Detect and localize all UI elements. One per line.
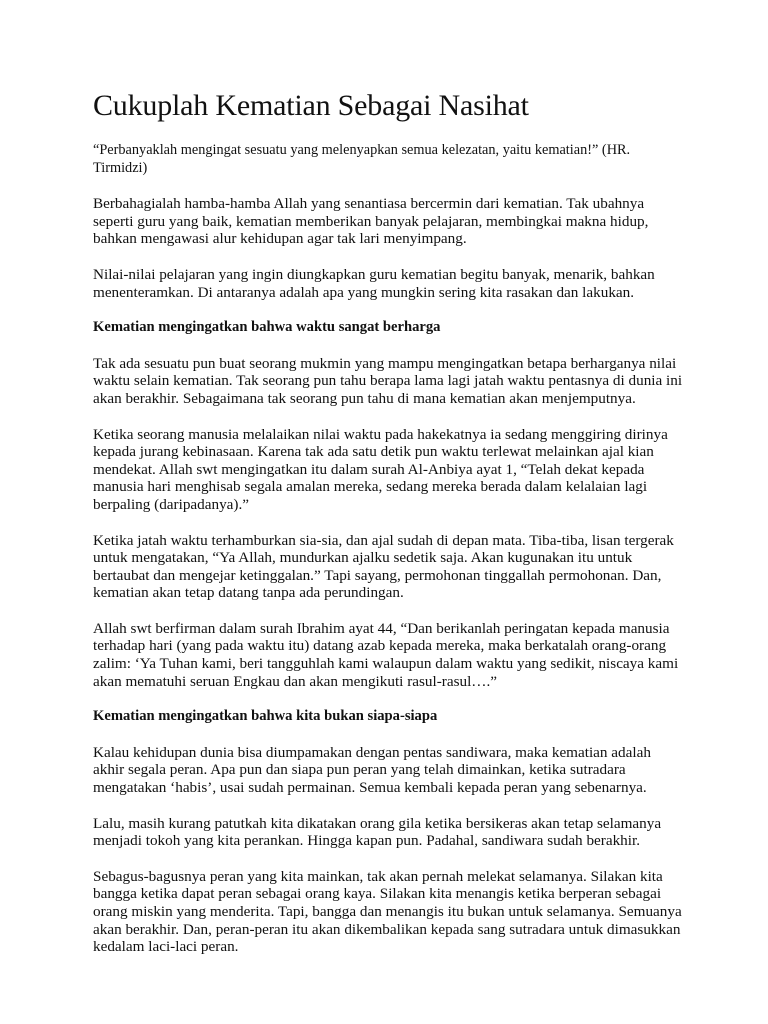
intro-paragraph: Nilai-nilai pelajaran yang ingin diungkapkan guru kematian begitu banyak, menarik, bahkan menenteramkan. Di antaranya adalah apa yang mungkin sering kita rasakan dan lakukan.: [93, 265, 655, 301]
body-paragraph: Tak ada sesuatu pun buat seorang mukmin yang mampu mengingatkan betapa berharganya nilai waktu selain kematian. Tak seorang pun tahu berapa lama lagi jatah waktu pentasnya di dunia ini akan berakhir. Sebagaimana tak seorang pun tahu di mana kematian akan menjemputnya.: [93, 354, 683, 407]
document-page: [93, 88, 683, 974]
page-title: Cukuplah Kematian Sebagai Nasihat: [93, 89, 529, 122]
body-paragraph: Ketika seorang manusia melalaikan nilai waktu pada hakekatnya ia sedang menggiring dirinya kepada jurang kebinasaan. Karena tak ada satu detik pun waktu terlewat melainkan ajal kian mendekat. Allah swt mengingatkan itu dalam surah Al-Anbiya ayat 1, “Telah dekat kepada manusia hari menghisab segala amalan mereka, sedang mereka berada dalam kelalaian lagi berpaling (daripadanya).”: [93, 425, 668, 513]
body-paragraph: Kalau kehidupan dunia bisa diumpamakan dengan pentas sandiwara, maka kematian adalah akhir segala peran. Apa pun dan siapa pun peran yang telah dimainkan, ketika sutradara mengatakan ‘habis’, usai sudah permainan. Semua kembali kepada peran yang sebenarnya.: [93, 743, 651, 797]
intro-paragraph: Berbahagialah hamba-hamba Allah yang senantiasa bercermin dari kematian. Tak ubahnya seperti guru yang baik, kematian memberikan banyak pelajaran, membingkai makna hidup, bahkan mengawasi alur kehidupan agar tak lari menyimpang.: [93, 195, 649, 248]
section-heading-nobody: Kematian mengingatkan bahwa kita bukan siapa-siapa: [93, 708, 438, 725]
body-paragraph: Sebagus-bagusnya peran yang kita mainkan, tak akan pernah melekat selamanya. Silakan kita bangga ketika dapat peran sebagai orang kaya. Silakan kita menangis ketika berperan sebagai orang miskin yang menderita. Tapi, bangga dan menangis itu bukan untuk selamanya. Semuanya akan berakhir. Dan, peran-peran itu akan dikembalikan kepada sang sutradara untuk dimasukkan kedalam laci-laci peran.: [93, 867, 682, 956]
body-paragraph: Lalu, masih kurang patutkah kita dikatakan orang gila ketika bersikeras akan tetap selamanya menjadi tokoh yang kita perankan. Hingga kapan pun. Padahal, sandiwara sudah berakhir.: [93, 814, 662, 850]
section-heading-time: Kematian mengingatkan bahwa waktu sangat berharga: [93, 319, 441, 336]
opening-quote: “Perbanyaklah mengingat sesuatu yang melenyapkan semua kelezatan, yaitu kematian!” (HR. Tirmidzi): [93, 142, 631, 176]
body-paragraph: Allah swt berfirman dalam surah Ibrahim ayat 44, “Dan berikanlah peringatan kepada manusia terhadap hari (yang pada waktu itu) datang azab kepada mereka, maka berkatalah orang-orang zalim: ‘Ya Tuhan kami, beri tangguhlah kami walaupun dalam waktu yang sedikit, niscaya kami akan mematuhi seruan Engkau dan akan mengikuti rasul-rasul….”: [93, 619, 679, 690]
body-paragraph: Ketika jatah waktu terhamburkan sia-sia, dan ajal sudah di depan mata. Tiba-tiba, lisan tergerak untuk mengatakan, “Ya Allah, mundurkan ajalku sedetik saja. Akan kugunakan itu untuk bertaubat dan mengejar ketinggalan.” Tapi sayang, permohonan tinggallah permohonan. Dan, kematian akan tetap datang tanpa ada perundingan.: [93, 531, 674, 602]
